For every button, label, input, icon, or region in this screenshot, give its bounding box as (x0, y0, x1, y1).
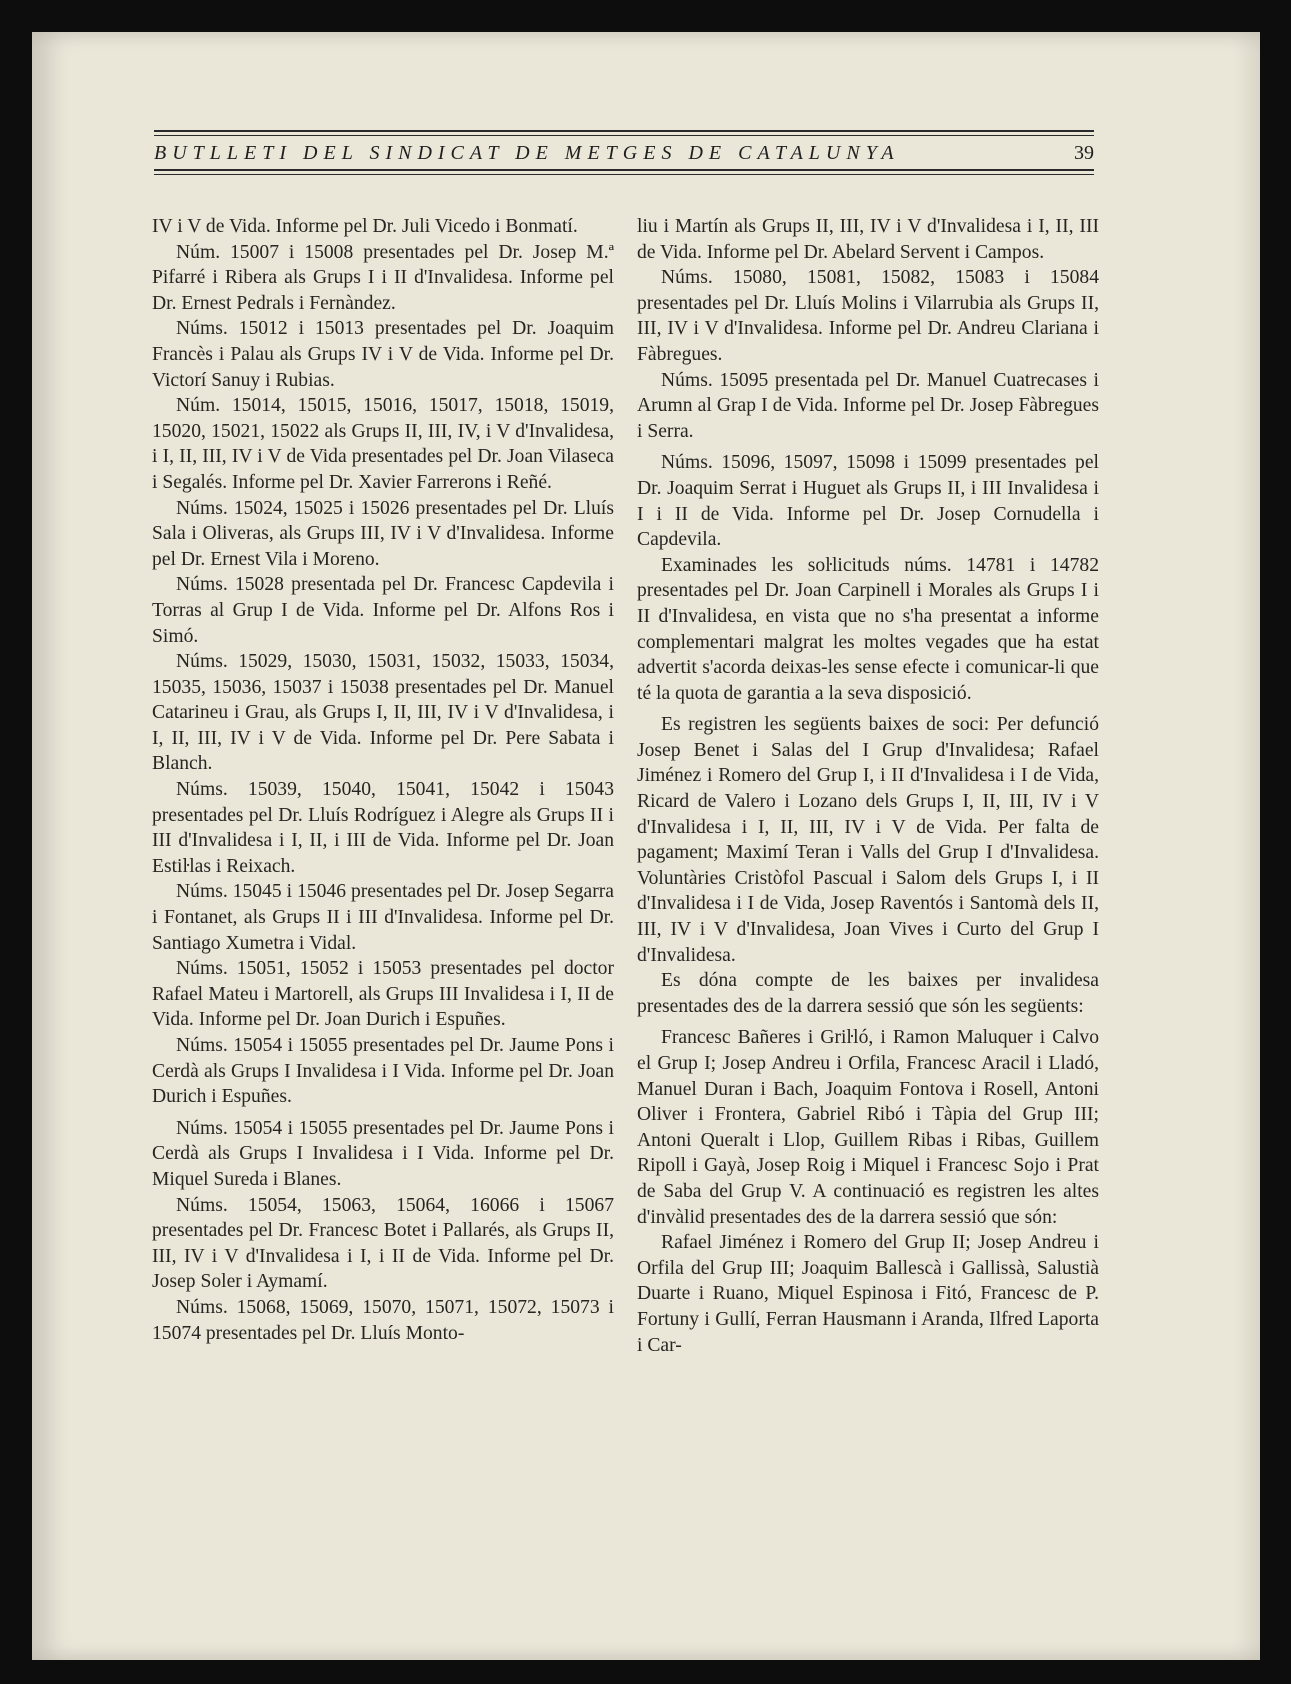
left-column (152, 214, 614, 1346)
paragraph: IV i V de Vida. Informe pel Dr. Juli Vicedo i Bonmatí. (152, 216, 578, 237)
paragraph: Núm. 15007 i 15008 presentades pel Dr. Josep M.ª Pifarré i Ribera als Grups I i II d'Invalidesa. Informe pel Dr. Ernest Pedrals i Fernàndez. (152, 241, 614, 314)
paragraph: Núms. 15095 presentada pel Dr. Manuel Cuatrecases i Arumn al Grap I de Vida. Informe pel Dr. Josep Fàbregues i Serra. (637, 369, 1099, 442)
paragraph: liu i Martín als Grups II, III, IV i V d'Invalidesa i I, II, III de Vida. Informe pel Dr. Abelard Servent i Campos. (637, 216, 1099, 263)
header-rule-bottom (154, 169, 1094, 171)
journal-title: BUTLLETI DEL SINDICAT DE METGES DE CATALUNYA (154, 142, 900, 164)
paragraph: Es registren les següents baixes de soci: Per defunció Josep Benet i Salas del I Grup d'Invalidesa; Rafael Jiménez i Romero del Grup I, i II d'Invalidesa i I de Vida, Ricard de Valero i Lozano dels Grups I, II, III, IV i V d'Invalidesa i I, II, III, IV i V de Vida. Per falta de pagament; Maximí Teran i Valls del Grup I d'Invalidesa. Voluntàries Cristòfol Pascual i Salom dels Grups I, i II d'Invalidesa i I de Vida, Josep Raventós i Santomà dels II, III, IV i V d'Invalidesa, Joan Vives i Curto del Grup I d'Invalidesa. (637, 714, 1099, 966)
paragraph: Examinades les soŀlicituds núms. 14781 i 14782 presentades pel Dr. Joan Carpinell i Morales als Grups I i II d'Invalidesa, en vista que no s'ha presentat a informe complementari malgrat les moltes vegades que ha estat advertit s'acorda deixas-les sense efecte i comunicar-li que té la quota de garantia a la seva disposició. (637, 554, 1099, 704)
running-header-line (154, 136, 1094, 169)
paragraph: Núms. 15039, 15040, 15041, 15042 i 15043 presentades pel Dr. Lluís Rodríguez i Alegre als Grups II i III d'Invalidesa i I, II, i III de Vida. Informe pel Dr. Joan Estiŀlas i Reixach. (152, 779, 614, 877)
paragraph: Núms. 15028 presentada pel Dr. Francesc Capdevila i Torras al Grup I de Vida. Informe pel Dr. Alfons Ros i Simó. (152, 574, 614, 647)
paragraph: Núm. 15014, 15015, 15016, 15017, 15018, 15019, 15020, 15021, 15022 als Grups II, III, IV, i V d'Invalidesa, i I, II, III, IV i V de Vida presentades pel Dr. Joan Vilaseca i Segalés. Informe pel Dr. Xavier Farrerons i Reñé. (152, 395, 614, 493)
paragraph: Núms. 15051, 15052 i 15053 presentades pel doctor Rafael Mateu i Martorell, als Grups III Invalidesa i I, II de Vida. Informe pel Dr. Joan Durich i Espuñes. (152, 958, 614, 1031)
running-header (154, 130, 1094, 175)
paragraph: Núms. 15029, 15030, 15031, 15032, 15033, 15034, 15035, 15036, 15037 i 15038 presentades pel Dr. Manuel Catarineu i Grau, als Grups I, II, III, IV i V d'Invalidesa, i I, II, III, IV i V de Vida. Informe pel Dr. Pere Sabata i Blanch. (152, 651, 614, 775)
paragraph: Núms. 15080, 15081, 15082, 15083 i 15084 presentades pel Dr. Lluís Molins i Vilarrubia als Grups II, III, IV i V d'Invalidesa. Informe pel Dr. Andreu Clariana i Fàbregues. (637, 267, 1099, 365)
paragraph: Francesc Bañeres i Griŀló, i Ramon Maluquer i Calvo el Grup I; Josep Andreu i Orfila, Francesc Aracil i Lladó, Manuel Duran i Bach, Joaquim Fontova i Rosell, Antoni Oliver i Frontera, Gabriel Ribó i Tàpia del Grup III; Antoni Queralt i Llop, Guillem Ribas i Ribas, Guillem Ripoll i Gayà, Josep Roig i Miquel i Francesc Sojo i Prat de Saba del Grup V. A continuació es registren les altes d'invàlid presentades des de la darrera sessió que són: (637, 1027, 1099, 1228)
paragraph: Núms. 15024, 15025 i 15026 presentades pel Dr. Lluís Sala i Oliveras, als Grups III, IV i V d'Invalidesa. Informe pel Dr. Ernest Vila i Moreno. (152, 497, 614, 570)
header-rule-top (154, 130, 1094, 132)
paragraph: Núms. 15054 i 15055 presentades pel Dr. Jaume Pons i Cerdà als Grups I Invalidesa i I Vida. Informe pel Dr. Joan Durich i Espuñes. (152, 1035, 614, 1108)
paragraph: Núms. 15012 i 15013 presentades pel Dr. Joaquim Francès i Palau als Grups IV i V de Vida. Informe pel Dr. Victorí Sanuy i Rubias. (152, 318, 614, 391)
paragraph: Núms. 15054 i 15055 presentades pel Dr. Jaume Pons i Cerdà als Grups I Invalidesa i I Vida. Informe pel Dr. Miquel Sureda i Blanes. (152, 1117, 614, 1190)
paragraph: Núms. 15045 i 15046 presentades pel Dr. Josep Segarra i Fontanet, als Grups II i III d'Invalidesa. Informe pel Dr. Santiago Xumetra i Vidal. (152, 881, 614, 954)
right-column (637, 214, 1099, 1358)
paragraph: Es dóna compte de les baixes per invalidesa presentades des de la darrera sessió que són les següents: (637, 970, 1099, 1017)
page-number: 39 (1074, 142, 1094, 164)
paragraph: Núms. 15054, 15063, 15064, 16066 i 15067 presentades pel Dr. Francesc Botet i Pallarés, als Grups II, III, IV i V d'Invalidesa i I, i II de Vida. Informe pel Dr. Josep Soler i Aymamí. (152, 1194, 614, 1293)
paragraph: Núms. 15096, 15097, 15098 i 15099 presentades pel Dr. Joaquim Serrat i Huguet als Grups II, i III Invalidesa i I i II de Vida. Informe pel Dr. Josep Cornudella i Capdevila. (637, 452, 1099, 551)
header-rule-bottom-thin (154, 174, 1094, 175)
paragraph: Núms. 15068, 15069, 15070, 15071, 15072, 15073 i 15074 presentades pel Dr. Lluís Monto- (152, 1296, 614, 1344)
paragraph: Rafael Jiménez i Romero del Grup II; Josep Andreu i Orfila del Grup III; Joaquim Ballescà i Gallissà, Salustià Duarte i Ruano, Miquel Espinosa i Fitó, Francesc de P. Fortuny i Gullí, Ferran Hausmann i Aranda, Ilfred Laporta i Car- (637, 1232, 1099, 1356)
